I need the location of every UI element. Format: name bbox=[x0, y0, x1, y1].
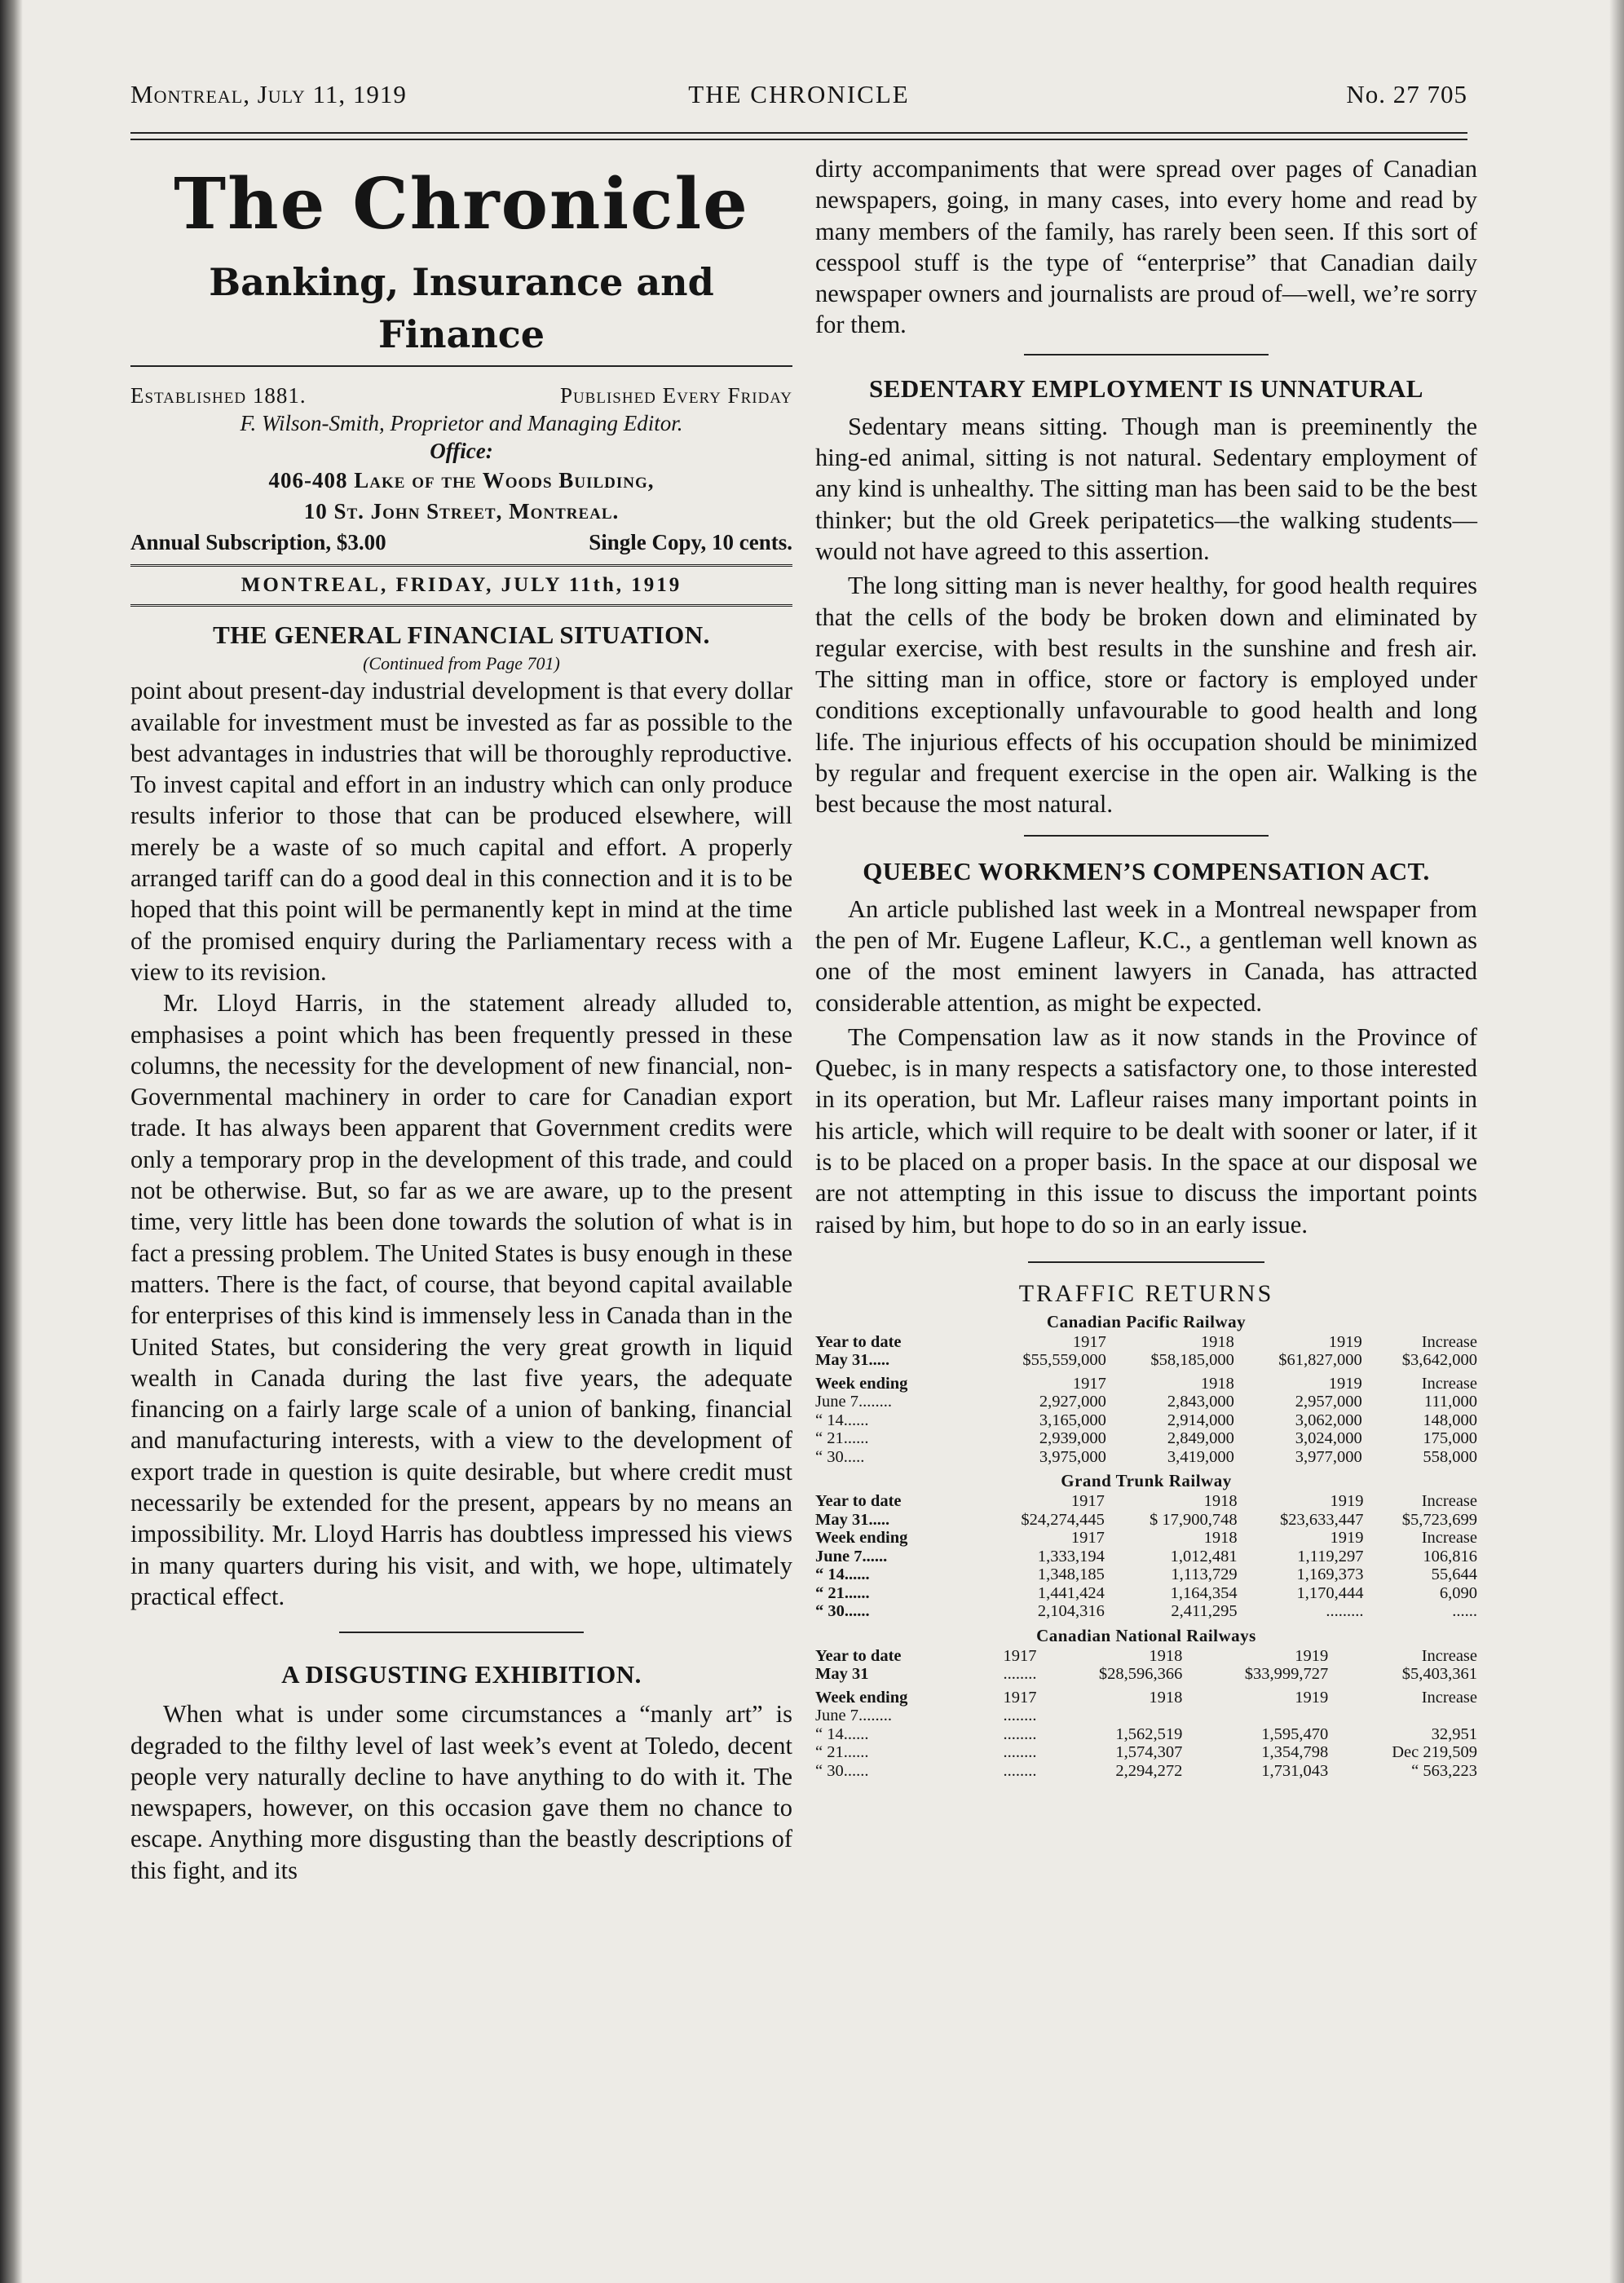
continued-note: (Continued from Page 701) bbox=[363, 653, 560, 674]
cpr-week-header bbox=[815, 1370, 1477, 1393]
cnr-week-header bbox=[815, 1684, 1477, 1707]
cell: 111,000 bbox=[1423, 1393, 1477, 1411]
cell: “ 563,223 bbox=[1411, 1761, 1477, 1780]
cell: $3,642,000 bbox=[1401, 1351, 1477, 1370]
cell: 1,333,194 bbox=[1037, 1547, 1105, 1565]
editor-line: F. Wilson-Smith, Proprietor and Managing Editor. bbox=[240, 411, 683, 435]
cell: $33,999,727 bbox=[1244, 1665, 1329, 1684]
cpr-ytd-header bbox=[815, 1333, 1477, 1352]
cell: 1,170,444 bbox=[1296, 1583, 1364, 1602]
year-header: 1918 bbox=[1203, 1492, 1238, 1511]
running-head-date: Montreal, July 11, 1919 bbox=[130, 80, 407, 108]
cell: 1,562,519 bbox=[1115, 1724, 1183, 1743]
masthead-subtitle: Banking, Insurance and Finance bbox=[130, 256, 792, 367]
cell: 1,164,354 bbox=[1170, 1583, 1238, 1602]
cell: 558,000 bbox=[1423, 1447, 1477, 1466]
cell: ........ bbox=[1003, 1761, 1037, 1780]
cell bbox=[1037, 1707, 1183, 1725]
ytd-label: Year to date bbox=[815, 1646, 902, 1665]
row-label: June 7........ bbox=[815, 1393, 892, 1411]
cell: 2,939,000 bbox=[1039, 1429, 1106, 1448]
cell: 55,644 bbox=[1431, 1565, 1477, 1584]
table-row bbox=[815, 1565, 1477, 1584]
financial-paragraph-1: point about present-day industrial development is that every dollar available for investment must be invested as far as possible to the best advantages in industries that will be thoroughly reproductive. To invest capital and effort in an industry which can only produce results inferior to those that can be produced elsewhere, will merely be a waste of so much capital and effort. A properly arranged tariff can do a good deal in this connection and it is to be hoped that this point will be permanently kept in mind at the time of the promised enquiry during the Parliamentary recess with a view to its revision. bbox=[130, 677, 792, 986]
cell: 1,595,470 bbox=[1261, 1724, 1329, 1743]
year-header: 1917 bbox=[1072, 1374, 1106, 1393]
subscription-row bbox=[130, 527, 792, 558]
row-label: June 7........ bbox=[815, 1707, 892, 1725]
table-row bbox=[815, 1743, 1477, 1762]
cell: $55,559,000 bbox=[1022, 1351, 1106, 1370]
row-label: “ 30...... bbox=[815, 1602, 870, 1621]
cell: 2,849,000 bbox=[1167, 1429, 1234, 1448]
year-header: 1918 bbox=[1149, 1646, 1183, 1665]
year-header: Increase bbox=[1421, 1492, 1477, 1511]
table-row bbox=[815, 1411, 1477, 1430]
cell: $58,185,000 bbox=[1150, 1351, 1234, 1370]
cell: 2,843,000 bbox=[1167, 1393, 1234, 1411]
sedentary-heading: SEDENTARY EMPLOYMENT IS UNNATURAL bbox=[869, 373, 1423, 403]
cell: 148,000 bbox=[1423, 1411, 1477, 1429]
week-label: Week ending bbox=[815, 1374, 908, 1393]
year-header: Increase bbox=[1421, 1688, 1477, 1707]
table-row bbox=[815, 1448, 1477, 1467]
year-header: 1917 bbox=[1003, 1688, 1037, 1707]
quebec-paragraph-1: An article published last week in a Montreal newspaper from the pen of Mr. Eugene Lafleur, K.C., a gentleman well known as one of the most eminent lawyers in Canada, has attracted considerable attention, as might be expected. bbox=[815, 894, 1477, 1017]
cell: $24,274,445 bbox=[1021, 1510, 1105, 1529]
cell bbox=[1328, 1707, 1477, 1725]
masthead-editor bbox=[130, 409, 792, 437]
section-separator bbox=[1024, 354, 1269, 355]
year-header: 1918 bbox=[1200, 1332, 1234, 1351]
row-label: “ 14...... bbox=[815, 1565, 870, 1584]
cnr-ytd-row bbox=[815, 1665, 1477, 1684]
year-header: Increase bbox=[1421, 1646, 1477, 1665]
cell: 106,816 bbox=[1423, 1547, 1477, 1565]
cell: 1,574,307 bbox=[1115, 1743, 1183, 1762]
cell: $5,723,699 bbox=[1401, 1510, 1477, 1529]
cell: $61,827,000 bbox=[1278, 1351, 1362, 1370]
traffic-returns-title: TRAFFIC RETURNS bbox=[1018, 1279, 1274, 1307]
year-header: 1918 bbox=[1203, 1529, 1238, 1548]
sedentary-paragraph-2: The long sitting man is never healthy, for good health requires that the cells of the body be broken down and eliminated by regular exercise, with best results in the sunshine and fresh air. The sitting man in office, store or factory is employed under conditions exceptionally unfavourable to good health and long life. The injurious effects of his occupation should be minimized by regular and frequent exercise in the open air. Walking is the best because the most natural. bbox=[815, 572, 1477, 819]
cell: ........ bbox=[1003, 1707, 1037, 1725]
page-edge-left bbox=[0, 0, 23, 2283]
gtr-ytd-row bbox=[815, 1511, 1477, 1530]
year-header: 1917 bbox=[1070, 1529, 1105, 1548]
row-label: “ 14...... bbox=[815, 1724, 869, 1743]
year-header: 1917 bbox=[1003, 1646, 1037, 1665]
year-header: Increase bbox=[1421, 1374, 1477, 1393]
gtr-week-header bbox=[815, 1529, 1477, 1548]
cell: 175,000 bbox=[1423, 1429, 1477, 1448]
single-copy-price: Single Copy, 10 cents. bbox=[589, 530, 792, 554]
subscription-price: Annual Subscription, $3.00 bbox=[130, 530, 386, 554]
row-label: May 31 bbox=[815, 1665, 869, 1684]
cell: 1,113,729 bbox=[1171, 1565, 1238, 1584]
cell: 3,062,000 bbox=[1295, 1411, 1362, 1429]
cpr-ytd-row bbox=[815, 1351, 1477, 1370]
dateline: MONTREAL, FRIDAY, JULY 11th, 1919 bbox=[130, 564, 792, 607]
row-label: “ 21...... bbox=[815, 1583, 870, 1602]
cell: 2,411,295 bbox=[1171, 1602, 1238, 1621]
cell: 6,090 bbox=[1439, 1583, 1477, 1602]
running-head-title: THE CHRONICLE bbox=[688, 80, 910, 108]
cell: $5,403,361 bbox=[1401, 1665, 1477, 1684]
table-row bbox=[815, 1602, 1477, 1621]
cell: 3,977,000 bbox=[1295, 1447, 1362, 1466]
established: Established 1881. bbox=[130, 383, 307, 408]
year-header: 1919 bbox=[1328, 1332, 1362, 1351]
cell: 1,348,185 bbox=[1037, 1565, 1105, 1584]
row-label: “ 21...... bbox=[815, 1429, 869, 1448]
year-header: 1919 bbox=[1295, 1646, 1329, 1665]
right-column bbox=[815, 153, 1477, 1780]
table-row bbox=[815, 1548, 1477, 1566]
address-line-1: 406-408 Lake of the Woods Building, bbox=[268, 468, 655, 492]
cell: 1,354,798 bbox=[1261, 1743, 1329, 1762]
row-label: May 31..... bbox=[815, 1510, 890, 1529]
table-row bbox=[815, 1429, 1477, 1448]
financial-heading: THE GENERAL FINANCIAL SITUATION. bbox=[213, 620, 710, 650]
cnr-ytd-header bbox=[815, 1647, 1477, 1666]
row-label: “ 21...... bbox=[815, 1743, 869, 1762]
cell: 2,294,272 bbox=[1115, 1761, 1183, 1780]
table-row bbox=[815, 1762, 1477, 1781]
gtr-table bbox=[815, 1492, 1477, 1621]
cell: 1,731,043 bbox=[1261, 1761, 1329, 1780]
cell bbox=[1182, 1707, 1328, 1725]
cell: 1,119,297 bbox=[1297, 1547, 1364, 1565]
disgusting-paragraph-continued: dirty accompaniments that were spread over pages of Canadian newspapers, going, in many cases, into every home and read by many members of the family, has rarely been seen. If this sort of cesspool stuff is the type of “enterprise” that Canadian daily newspaper owners and journalists are proud of—well, we’re sorry for them. bbox=[815, 155, 1477, 339]
cell: 2,957,000 bbox=[1295, 1393, 1362, 1411]
cell: 1,441,424 bbox=[1037, 1583, 1105, 1602]
cell: $ 17,900,748 bbox=[1149, 1510, 1238, 1529]
cell: 2,914,000 bbox=[1167, 1411, 1234, 1429]
cell: $23,633,447 bbox=[1280, 1510, 1364, 1529]
disgusting-paragraph-1: When what is under some circumstances a “manly art” is degraded to the filthy level of last week’s event at Toledo, decent people very naturally decline to have anything to do with it. The newspapers, however, on this occasion gave them no chance to escape. Anything more disgusting than the beastly descriptions of this fight, and its bbox=[130, 1700, 792, 1884]
published: Published Every Friday bbox=[559, 383, 792, 408]
cell: 3,024,000 bbox=[1295, 1429, 1362, 1448]
cell: $28,596,366 bbox=[1098, 1665, 1183, 1684]
year-header: 1919 bbox=[1330, 1492, 1364, 1511]
gtr-name: Grand Trunk Railway bbox=[1061, 1471, 1232, 1491]
year-header: 1918 bbox=[1149, 1688, 1183, 1707]
cell: 32,951 bbox=[1431, 1724, 1477, 1743]
quebec-paragraph-2: The Compensation law as it now stands in the Province of Quebec, is in many respects a satisfactory one, to those interested in its operation, but Mr. Lafleur raises many important points in his article, which will require to be dealt with sooner or later, if it is to be placed on a proper basis. In the space at our disposal we are not attempting in this issue to discuss the important points raised by him, but hope to do so in an early issue. bbox=[815, 1022, 1477, 1239]
cell: 3,419,000 bbox=[1167, 1447, 1234, 1466]
cell: ........ bbox=[1003, 1665, 1037, 1684]
year-header: 1919 bbox=[1295, 1688, 1329, 1707]
running-head-page-number: No. 27 705 bbox=[1346, 80, 1467, 108]
section-separator bbox=[1024, 835, 1269, 837]
running-head bbox=[130, 80, 1467, 121]
cell: 3,975,000 bbox=[1039, 1447, 1106, 1466]
year-header: 1917 bbox=[1070, 1492, 1105, 1511]
disgusting-heading: A DISGUSTING EXHIBITION. bbox=[281, 1660, 642, 1689]
row-label: “ 30..... bbox=[815, 1447, 865, 1466]
financial-paragraph-2: Mr. Lloyd Harris, in the statement already alluded to, emphasises a point which has been frequently pressed in these columns, the necessity for the development of new financial, non-Governmental machinery in order to care for Canadian export trade. It has always been apparent that Government credits were only a temporary prop in the development of this trade, and could not be otherwise. But, so far as we are aware, up to the present time, very little has been done towards the solution of what is in fact a pressing problem. The United States is busy enough in these matters. There is the fact, of course, that beyond capital available for enterprises of this kind is immensely less in Canada than in the United States, but considering the very great growth in liquid wealth in Canada during the last five years, the adequate financing on a fairly large scale of a union of banking, financial and manufacturing interests, with a view to the development of export trade in question is quite desirable, but where credit must necessarily be extended for the present, appears by no means an impossibility. Mr. Lloyd Harris has doubtless impressed his views in many quarters during his visit, and with, we hope, ultimately practical effect. bbox=[130, 989, 792, 1610]
cnr-table bbox=[815, 1647, 1477, 1781]
row-label: June 7...... bbox=[815, 1547, 888, 1565]
office-label: Office: bbox=[430, 439, 493, 463]
table-row bbox=[815, 1725, 1477, 1744]
masthead-title: The Chronicle bbox=[174, 163, 749, 245]
cell: 2,927,000 bbox=[1039, 1393, 1106, 1411]
cell: 1,012,481 bbox=[1170, 1547, 1238, 1565]
cpr-name: Canadian Pacific Railway bbox=[1046, 1311, 1247, 1331]
year-header: 1919 bbox=[1330, 1529, 1364, 1548]
cell: ........ bbox=[1003, 1743, 1037, 1762]
quebec-heading: QUEBEC WORKMEN’S COMPENSATION ACT. bbox=[863, 856, 1430, 885]
cell: 2,104,316 bbox=[1037, 1602, 1105, 1621]
sedentary-paragraph-1: Sedentary means sitting. Though man is preeminently the hing-ed animal, sitting is not natural. Sedentary employment of any kind is unhealthy. The sitting man has been said to be the best thinker; but the old Greek peripatetics—the walking students—would not have agreed to this assertion. bbox=[815, 412, 1477, 565]
year-header: 1917 bbox=[1072, 1332, 1106, 1351]
header-rule bbox=[130, 132, 1467, 140]
row-label: May 31..... bbox=[815, 1351, 890, 1370]
ytd-label: Year to date bbox=[815, 1492, 902, 1511]
address-line-2: 10 St. John Street, Montreal. bbox=[303, 499, 620, 523]
cell: 3,165,000 bbox=[1039, 1411, 1106, 1429]
gtr-ytd-header bbox=[815, 1492, 1477, 1511]
cell: ......... bbox=[1326, 1602, 1364, 1621]
masthead-established-row bbox=[130, 382, 792, 409]
row-label: “ 30...... bbox=[815, 1761, 869, 1780]
table-row bbox=[815, 1584, 1477, 1603]
cnr-name: Canadian National Railways bbox=[1036, 1625, 1256, 1645]
year-header: 1918 bbox=[1200, 1374, 1234, 1393]
cell: 1,169,373 bbox=[1296, 1565, 1364, 1584]
table-row bbox=[815, 1393, 1477, 1411]
cell: ........ bbox=[1003, 1724, 1037, 1743]
week-label: Week ending bbox=[815, 1529, 908, 1548]
year-header: Increase bbox=[1421, 1529, 1477, 1548]
section-separator bbox=[339, 1632, 584, 1633]
left-column bbox=[130, 140, 792, 1886]
section-separator bbox=[1028, 1261, 1264, 1263]
row-label: “ 14...... bbox=[815, 1411, 869, 1429]
page-edge-right bbox=[1609, 0, 1624, 2283]
cell: Dec 219,509 bbox=[1392, 1743, 1477, 1762]
year-header: 1919 bbox=[1328, 1374, 1362, 1393]
week-label: Week ending bbox=[815, 1688, 908, 1707]
cell: ...... bbox=[1452, 1602, 1477, 1621]
ytd-label: Year to date bbox=[815, 1332, 902, 1351]
table-row bbox=[815, 1707, 1477, 1725]
year-header: Increase bbox=[1421, 1332, 1477, 1351]
cpr-table bbox=[815, 1333, 1477, 1467]
